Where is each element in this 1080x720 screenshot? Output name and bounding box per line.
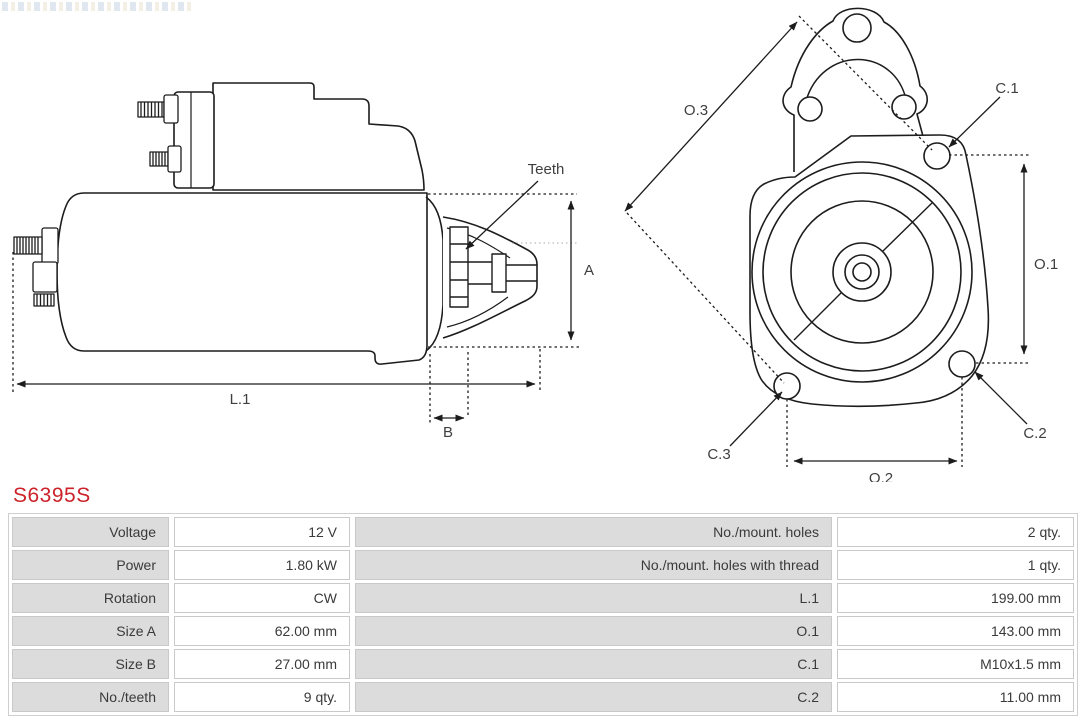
rear-bolt-upper — [14, 228, 58, 264]
spec-label: No./mount. holes — [355, 517, 832, 547]
spec-value: 11.00 mm — [837, 682, 1074, 712]
dim-label-c2: C.2 — [1023, 425, 1047, 442]
spec-label: No./mount. holes with thread — [355, 550, 832, 580]
dim-label-c1: C.1 — [995, 80, 1019, 97]
front-view-drawing — [750, 8, 988, 406]
spec-label: Rotation — [12, 583, 169, 613]
spec-value: 9 qty. — [174, 682, 350, 712]
bracket-hole-left — [798, 97, 822, 121]
spec-value: 143.00 mm — [837, 616, 1074, 646]
spec-label: Voltage — [12, 517, 169, 547]
pinion-gear — [450, 227, 468, 307]
spec-label: Power — [12, 550, 169, 580]
c2-leader-arrow — [975, 372, 1027, 424]
dim-label-o3: O.3 — [683, 102, 709, 119]
dim-label-c3: C.3 — [707, 446, 731, 463]
solenoid-cap — [174, 92, 214, 188]
spec-value: 27.00 mm — [174, 649, 350, 679]
dim-label-o2: O.2 — [868, 470, 894, 482]
spec-value: 1.80 kW — [174, 550, 350, 580]
c3-leader-arrow — [730, 392, 782, 446]
mounting-hole-c1 — [924, 143, 950, 169]
spec-label: C.2 — [355, 682, 832, 712]
spec-value: 62.00 mm — [174, 616, 350, 646]
mounting-hole-c3 — [774, 373, 800, 399]
part-number: S6395S — [13, 484, 91, 507]
logo-artifact — [2, 2, 192, 11]
spec-value: 2 qty. — [837, 517, 1074, 547]
spec-label: No./teeth — [12, 682, 169, 712]
spec-label: Size B — [12, 649, 169, 679]
spec-value: 12 V — [174, 517, 350, 547]
spec-label: Size A — [12, 616, 169, 646]
spec-table — [8, 513, 1078, 716]
spec-value: CW — [174, 583, 350, 613]
rear-bolt-lower — [34, 294, 54, 306]
terminal-bolt-upper — [138, 95, 178, 123]
c1-leader-arrow — [949, 97, 1000, 147]
mounting-hole-c2 — [949, 351, 975, 377]
spec-label: C.1 — [355, 649, 832, 679]
bracket-hole-top — [843, 14, 871, 42]
spec-label: L.1 — [355, 583, 832, 613]
dim-label-o1: O.1 — [1034, 256, 1059, 273]
spec-value: 199.00 mm — [837, 583, 1074, 613]
dim-label-b: B — [442, 424, 454, 441]
spec-label: O.1 — [355, 616, 832, 646]
dim-label-l1: L.1 — [229, 391, 251, 408]
mounting-flange-side — [426, 197, 443, 351]
motor-body — [57, 193, 427, 364]
spec-value: 1 qty. — [837, 550, 1074, 580]
terminal-bolt-lower — [150, 146, 181, 172]
dim-label-a: A — [584, 262, 595, 279]
bracket-hole-right — [892, 95, 916, 119]
side-view-drawing — [14, 83, 537, 364]
solenoid-body — [213, 83, 424, 190]
dim-label-teeth: Teeth — [527, 161, 565, 178]
rear-terminal-block — [33, 262, 57, 292]
spec-value: M10x1.5 mm — [837, 649, 1074, 679]
